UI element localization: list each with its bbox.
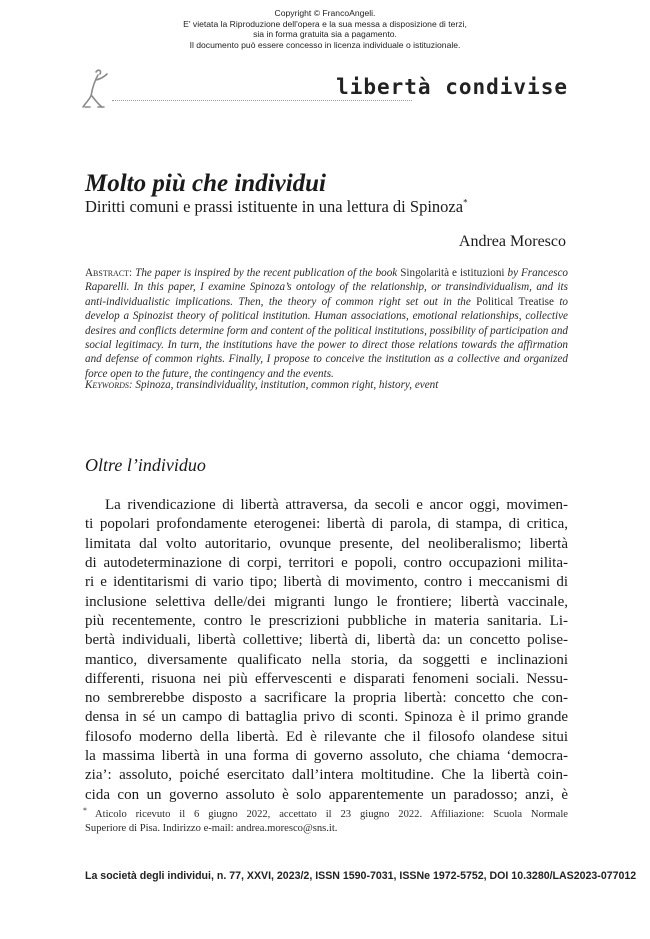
journal-header [82,62,568,112]
footnote-marker: * [463,197,468,208]
header-dotted-rule [112,100,412,101]
body-line: mantico, diversamente qualificato nella storia, da soggetti e inclinazioni [85,651,568,668]
abstract [85,266,568,381]
keywords-label: Keywords: [85,379,133,391]
abstract-text: The paper is inspired by the recent publication of the book [132,267,401,279]
article-subtitle [85,197,468,217]
figure-logo-icon [82,66,116,110]
body-line: densa in sé un campo di battaglia privo di sconti. Spinoza è il primo grande [85,709,568,726]
copyright-line: sia in forma gratuita sia a pagamento. [253,29,397,40]
section-rubric: libertà condivise [336,75,568,99]
body-line: filosofo moderno della libertà. Ed è rilevante che il filosofo olandese situi [85,728,568,745]
journal-citation-footer: La società degli individui, n. 77, XXVI, 2023/2, ISSN 1590-7031, ISSNe 1972-5752, DOI 10.3280/LAS2023-077012 [85,870,637,882]
keywords [85,378,568,392]
article-author: Andrea Moresco [458,233,566,250]
copyright-line: Il documento può essere concesso in licenza individuale o istituzionale. [189,39,461,50]
body-line: più recentemente, contro le prescrizioni pubbliche in materia sanitaria. Li- [85,612,568,629]
body-line: ri e identitarismi di vario tipo; libertà di movimento, contro i meccanismi di [85,574,568,591]
body-line: no sembrerebbe disposto a sacrificare la propria libertà: concetto che con- [85,690,568,707]
body-paragraph [85,496,568,805]
abstract-work-title: Political Treatise [476,295,554,308]
body-line: la massima libertà in una forma di governo assoluto, che chiama ‘democra- [85,748,568,765]
footnote-line: Superiore di Pisa. Indirizzo e-mail: andrea.moresco@sns.it. [85,822,338,834]
body-line: differenti, risuona nei più effervescenti e disparati fenomeni sociali. Nessu- [85,670,568,687]
body-line: ti popolari profondamente eterogenei: libertà di parola, di stampa, di critica, [85,516,568,533]
abstract-text: to develop a Spinozist theory of political institution. Human associations, emotional relationships, collective desires and conflicts determine form and content of the political institutions, possibility of participation and social legitimacy. In turn, the institutions have the power to direct those relations towards the affirmation and defense of common rights. Finally, I propose to conceive the institution as a collective and organized force open to the future, the contingency and the events. [85,295,569,380]
copyright-notice [0,8,650,50]
body-line: bertà individuali, libertà collettive; libertà di, libertà da: un concetto polise- [85,632,568,649]
footnote [85,808,568,835]
copyright-line: Copyright © FrancoAngeli. [274,8,376,18]
subtitle-text: Diritti comuni e prassi istituente in una lettura di Spinoza [85,197,464,216]
keywords-text: Spinoza, transindividuality, institution, common right, history, event [132,379,439,391]
footnote-marker: * [83,806,87,815]
body-line: zia’: assoluto, poiché esercitato dall’intera moltitudine. Che la libertà coin- [85,767,568,784]
body-line: inclusione selettiva delle/dei migranti lungo le frontiere; libertà vaccinale, [85,593,568,610]
footnote-line: Aticolo ricevuto il 6 giugno 2022, accettato il 23 giugno 2022. Affiliazione: Scuola Normale [95,809,568,820]
article-title: Molto più che individui [85,170,327,197]
abstract-text: by Francesco Raparelli. In this paper, I examine Spinoza’s ontology of the relationship, or transindividualism, and its anti-individualistic implications. Then, the theory of common right set out in the [85,267,568,308]
body-line: cida con un governo assoluto è solo apparentemente un paradosso; anzi, è [85,786,568,803]
body-line: di autodeterminazione di corpi, territori e popoli, contro occupazioni milita- [85,554,568,571]
section-heading: Oltre l’individuo [85,455,206,475]
body-line: limitata dal volto autoritario, ovunque presente, del neoliberalismo; libertà [85,535,568,552]
abstract-book-title: Singolarità e istituzioni [400,267,505,279]
copyright-line: E' vietata la Riproduzione dell'opera e la sua messa a disposizione di terzi, [183,18,467,29]
abstract-label: Abstract: [85,267,133,279]
body-line: La rivendicazione di libertà attraversa, da secoli e ancor oggi, movimen- [105,497,568,513]
